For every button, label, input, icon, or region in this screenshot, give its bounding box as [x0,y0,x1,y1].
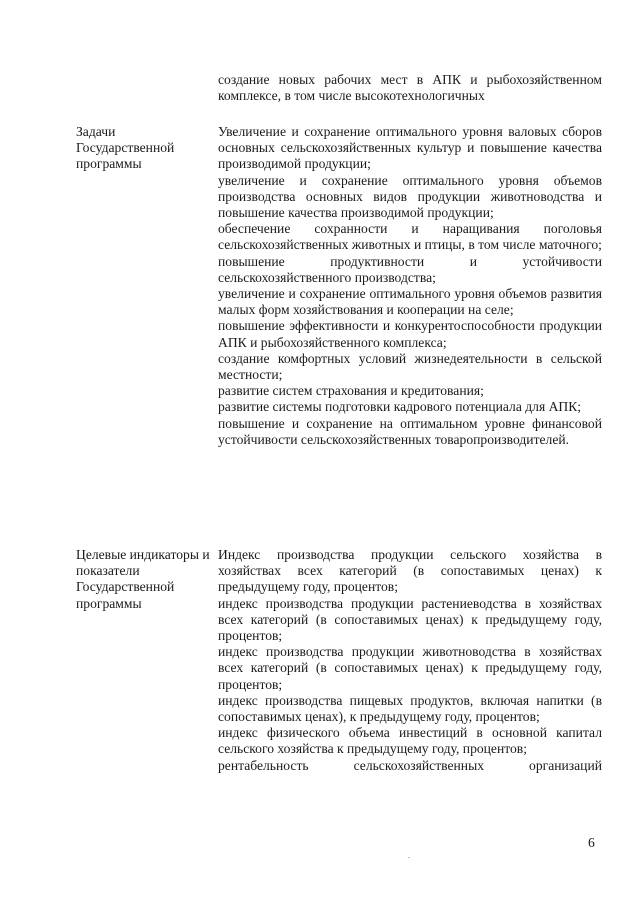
page-number: 6 [588,835,595,850]
indicator-item: индекс производства продукции растениеводства в хозяйствах всех категорий (в сопоставимых ценах) к предыдущему году, процентов; [218,595,602,644]
section-label-tasks: Задачи Государственной программы [76,124,175,172]
indicator-item: индекс физического объема инвестиций в основной капитал сельского хозяйства к предыдущему году, процентов; [218,725,602,757]
indicator-item: индекс производства продукции животноводства в хозяйствах всех категорий (в сопоставимых ценах) к предыдущему году, процентов; [218,644,602,692]
task-item: развитие систем страхования и кредитования; [218,383,484,399]
section-items-targets [218,547,602,774]
task-item: Увеличение и сохранение оптимального уровня валовых сборов основных сельскохозяйственных культур и повышение качества производимой продукции; [218,124,602,172]
indicator-item: Индекс производства продукции сельского хозяйства в хозяйствах всех категорий (в сопоставимых ценах) к предыдущему году, процентов; [218,547,602,595]
section-label-targets: Целевые индикаторы и показатели Государственной программы [76,547,210,611]
indicator-item: рентабельность сельскохозяйственных организаций [218,757,602,773]
scan-speck [408,857,410,858]
task-item: повышение и сохранение на оптимальном уровне финансовой устойчивости сельскохозяйственных товаропроизводителей. [218,415,602,447]
task-item: обеспечение сохранности и наращивания поголовья сельскохозяйственных животных и птицы, в том числе маточного; [218,221,602,253]
task-item: увеличение и сохранение оптимального уровня объемов производства основных видов продукции животноводства и повышение качества производимой продукции; [218,172,602,221]
task-item: повышение продуктивности и устойчивости сельскохозяйственного производства; [218,253,602,285]
intro-paragraph: создание новых рабочих мест в АПК и рыбохозяйственном комплексе, в том числе высокотехнологичных [218,72,602,104]
task-item: развитие системы подготовки кадрового потенциала для АПК; [218,399,582,415]
task-item: создание комфортных условий жизнедеятельности в сельской местности; [218,350,602,383]
section-items-tasks [218,124,602,448]
indicator-item: индекс производства пищевых продуктов, включая напитки (в сопоставимых ценах), к предыдущему году, процентов; [218,692,602,725]
task-item: повышение эффективности и конкурентоспособности продукции АПК и рыбохозяйственного комплекса; [218,318,602,350]
task-item: увеличение и сохранение оптимального уровня объемов развития малых форм хозяйствования и кооперации на селе; [218,286,602,318]
